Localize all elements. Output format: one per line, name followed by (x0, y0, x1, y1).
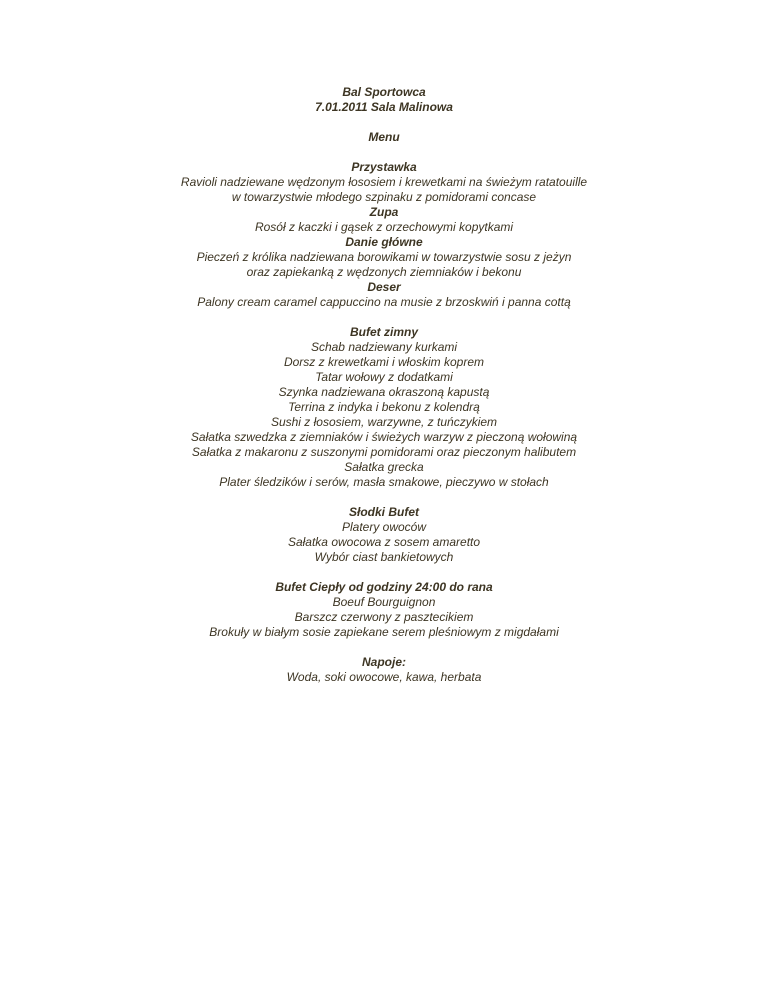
hot-buffet-section (0, 580, 768, 640)
list-item: Sałatka grecka (344, 460, 424, 474)
list-item: Terrina z indyka i bekonu z kolendrą (288, 400, 480, 414)
course-heading-starter: Przystawka (351, 160, 417, 174)
course-heading-main: Danie główne (345, 235, 423, 249)
list-item: Tatar wołowy z dodatkami (315, 370, 453, 384)
course-line: w towarzystwie młodego szpinaku z pomidorami concase (231, 190, 537, 204)
list-item: Sałatka z makaronu z suszonymi pomidorami oraz pieczonym halibutem (191, 445, 577, 459)
courses-section (0, 160, 768, 310)
list-item: Woda, soki owocowe, kawa, herbata (286, 670, 482, 684)
event-title: Bal Sportowca (342, 85, 426, 99)
menu-document (0, 85, 768, 685)
drinks-heading: Napoje: (361, 655, 406, 669)
menu-label: Menu (368, 130, 400, 144)
hot-buffet-heading: Bufet Ciepły od godziny 24:00 do rana (275, 580, 493, 594)
sweet-buffet-section (0, 505, 768, 565)
spacer (0, 490, 768, 505)
spacer (0, 640, 768, 655)
spacer (0, 310, 768, 325)
course-line: Ravioli nadziewane wędzonym łososiem i krewetkami na świeżym ratatouille (180, 175, 588, 189)
event-date-venue: 7.01.2011 Sala Malinowa (315, 100, 453, 114)
list-item: Szynka nadziewana okraszoną kapustą (278, 385, 490, 399)
list-item: Plater śledzików i serów, masła smakowe, pieczywo w stołach (219, 475, 549, 489)
list-item: Platery owoców (341, 520, 427, 534)
list-item: Wybór ciast bankietowych (314, 550, 454, 564)
spacer (0, 115, 768, 130)
cold-buffet-section (0, 325, 768, 490)
course-heading-dessert: Deser (367, 280, 401, 294)
drinks-section (0, 655, 768, 685)
spacer (0, 145, 768, 160)
course-heading-soup: Zupa (369, 205, 399, 219)
list-item: Boeuf Bourguignon (332, 595, 436, 609)
list-item: Brokuły w białym sosie zapiekane serem pleśniowym z migdałami (209, 625, 559, 639)
list-item: Sałatka szwedzka z ziemniaków i świeżych warzyw z pieczoną wołowiną (190, 430, 578, 444)
course-line: Pieczeń z królika nadziewana borowikami w towarzystwie sosu z jeżyn (196, 250, 572, 264)
cold-buffet-heading: Bufet zimny (349, 325, 418, 339)
spacer (0, 565, 768, 580)
list-item: Schab nadziewany kurkami (310, 340, 458, 354)
sweet-buffet-heading: Słodki Bufet (348, 505, 419, 519)
list-item: Barszcz czerwony z pasztecikiem (294, 610, 474, 624)
list-item: Sushi z łososiem, warzywne, z tuńczykiem (270, 415, 498, 429)
course-line: Palony cream caramel cappuccino na musie z brzoskwiń i panna cottą (197, 295, 571, 309)
list-item: Dorsz z krewetkami i włoskim koprem (283, 355, 485, 369)
course-line: oraz zapiekanką z wędzonych ziemniaków i bekonu (246, 265, 522, 279)
course-line: Rosół z kaczki i gąsek z orzechowymi kopytkami (254, 220, 514, 234)
list-item: Sałatka owocowa z sosem amaretto (287, 535, 481, 549)
